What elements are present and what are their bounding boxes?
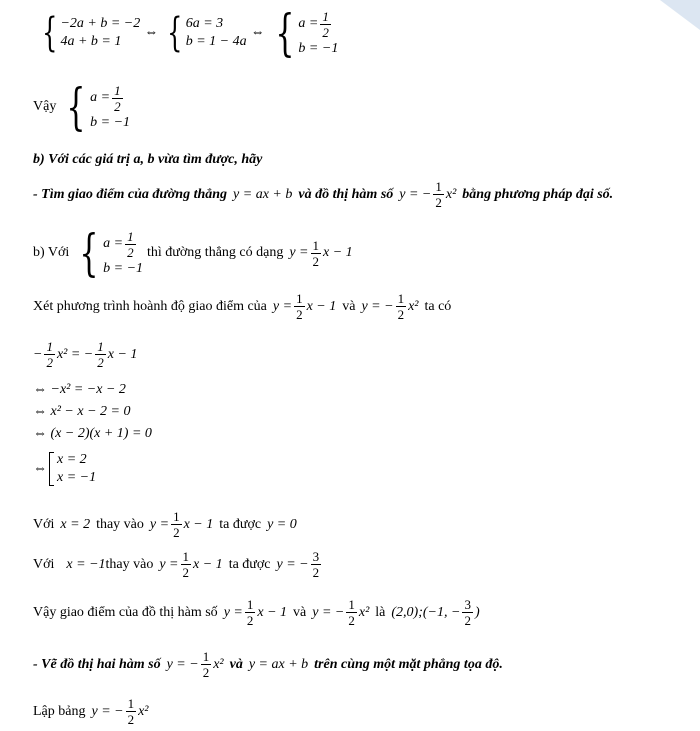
fraction: $\frac{1}{2}$: [348, 597, 355, 628]
fraction: $\frac{3}{2}$: [312, 549, 320, 580]
step-4: ⇔ (x − 2)(x + 1) = 0: [33, 426, 152, 441]
page-corner-decoration: [640, 0, 700, 30]
system-1-row-1: −2a + b = −2: [60, 16, 141, 31]
system-2-row-2: b = 1 − 4a: [185, 34, 247, 49]
system-1-row-2: 4a + b = 1: [60, 34, 122, 49]
root-1: x = 2: [57, 452, 87, 467]
equation-system-solution: [33, 4, 342, 62]
fraction: $\frac{1}{2}$: [46, 339, 53, 370]
system-1: { −2a + b = −2 4a + b = 1: [42, 10, 141, 56]
step-2: ⇔ −x² = −x − 2: [33, 382, 126, 397]
fraction: $\frac{1}{2}$: [127, 228, 134, 260]
system-3-row-2: b = −1: [298, 40, 339, 56]
section-heading: b) Với các giá trị a, b vừa tìm được, hãy: [33, 152, 263, 167]
fraction: $\frac{1}{2}$: [435, 179, 442, 210]
equivalence-sign: ⇔: [144, 25, 159, 40]
value-b: b = −1: [103, 260, 144, 276]
fraction: $\frac{1}{2}$: [97, 339, 104, 370]
step-3: ⇔ x² − x − 2 = 0: [33, 404, 131, 419]
step-5: ⇔ x = 2 x = −1: [33, 452, 97, 485]
fraction: $\frac{1}{2}$: [202, 649, 210, 680]
system-2: { 6a = 3 b = 1 − 4a: [167, 10, 247, 56]
root-2: x = −1: [57, 470, 97, 485]
intersection-points-conclusion: Vậy giao điểm của đồ thị hàm số y = $\frac{1}{2}$ x − 1 và y = − $\frac{1}{2}$ x² là (2,0); (−1, − $\frac{3}{2}$ ): [33, 597, 480, 628]
fraction: $\frac{1}{2}$: [296, 291, 303, 322]
values-system: { a = $\frac{1}{2}$ b = −1: [79, 224, 144, 282]
fraction: $\frac{1}{2}$: [182, 549, 190, 580]
system-3-row-1: a = $\frac{1}{2}$: [298, 8, 329, 40]
fraction: $\frac{1}{2}$: [114, 82, 121, 114]
fraction: $\frac{1}{2}$: [246, 597, 254, 628]
line-equation-statement: b) Với { a = $\frac{1}{2}$ b = −1 thì đường thẳng có dạng y = $\frac{1}{2}$ x − 1: [33, 224, 353, 282]
value-a: a = $\frac{1}{2}$: [103, 228, 134, 260]
substitute-x-2: Với x = 2 thay vào y = $\frac{1}{2}$ x − 1 ta được y = 0: [33, 509, 297, 540]
conclusion-values: [33, 78, 134, 136]
values-system: { a = $\frac{1}{2}$ b = −1: [66, 78, 131, 136]
equivalence-sign: ⇔: [250, 25, 265, 40]
fraction: $\frac{1}{2}$: [312, 237, 320, 269]
fraction: $\frac{1}{2}$: [127, 696, 135, 727]
table-of-values-label: Lập bảng y = − $\frac{1}{2}$ x²: [33, 696, 149, 727]
system-3: { a = $\frac{1}{2}$ b = −1: [274, 4, 339, 62]
fraction: $\frac{3}{2}$: [464, 597, 471, 628]
substitute-x-minus-1: Với x = −1 thay vào y = $\frac{1}{2}$ x − 1 ta được y = − $\frac{3}{2}$: [33, 549, 320, 580]
conclusion-label: Vậy: [33, 99, 57, 114]
task-draw-graphs: - Vẽ đồ thị hai hàm số y = − $\frac{1}{2}$ x² và y = ax + b trên cùng một mặt phẳng tọa độ.: [33, 649, 503, 680]
fraction: $\frac{1}{2}$: [397, 291, 405, 322]
step-1: − $\frac{1}{2}$ x² = − $\frac{1}{2}$ x − 1: [33, 339, 138, 370]
value-a: a = $\frac{1}{2}$: [90, 82, 121, 114]
system-2-row-1: 6a = 3: [185, 16, 224, 31]
fraction: $\frac{1}{2}$: [173, 509, 180, 540]
value-b: b = −1: [90, 114, 131, 130]
task-find-intersection: - Tìm giao điểm của đường thẳng y = ax + b và đồ thị hàm số y = − $\frac{1}{2}$ x² bằng phương pháp đại số.: [33, 179, 614, 210]
fraction: $\frac{1}{2}$: [322, 8, 329, 40]
intersection-equation-intro: Xét phương trình hoành độ giao điểm của y = $\frac{1}{2}$ x − 1 và y = − $\frac{1}{2}$ x² ta có: [33, 291, 452, 322]
